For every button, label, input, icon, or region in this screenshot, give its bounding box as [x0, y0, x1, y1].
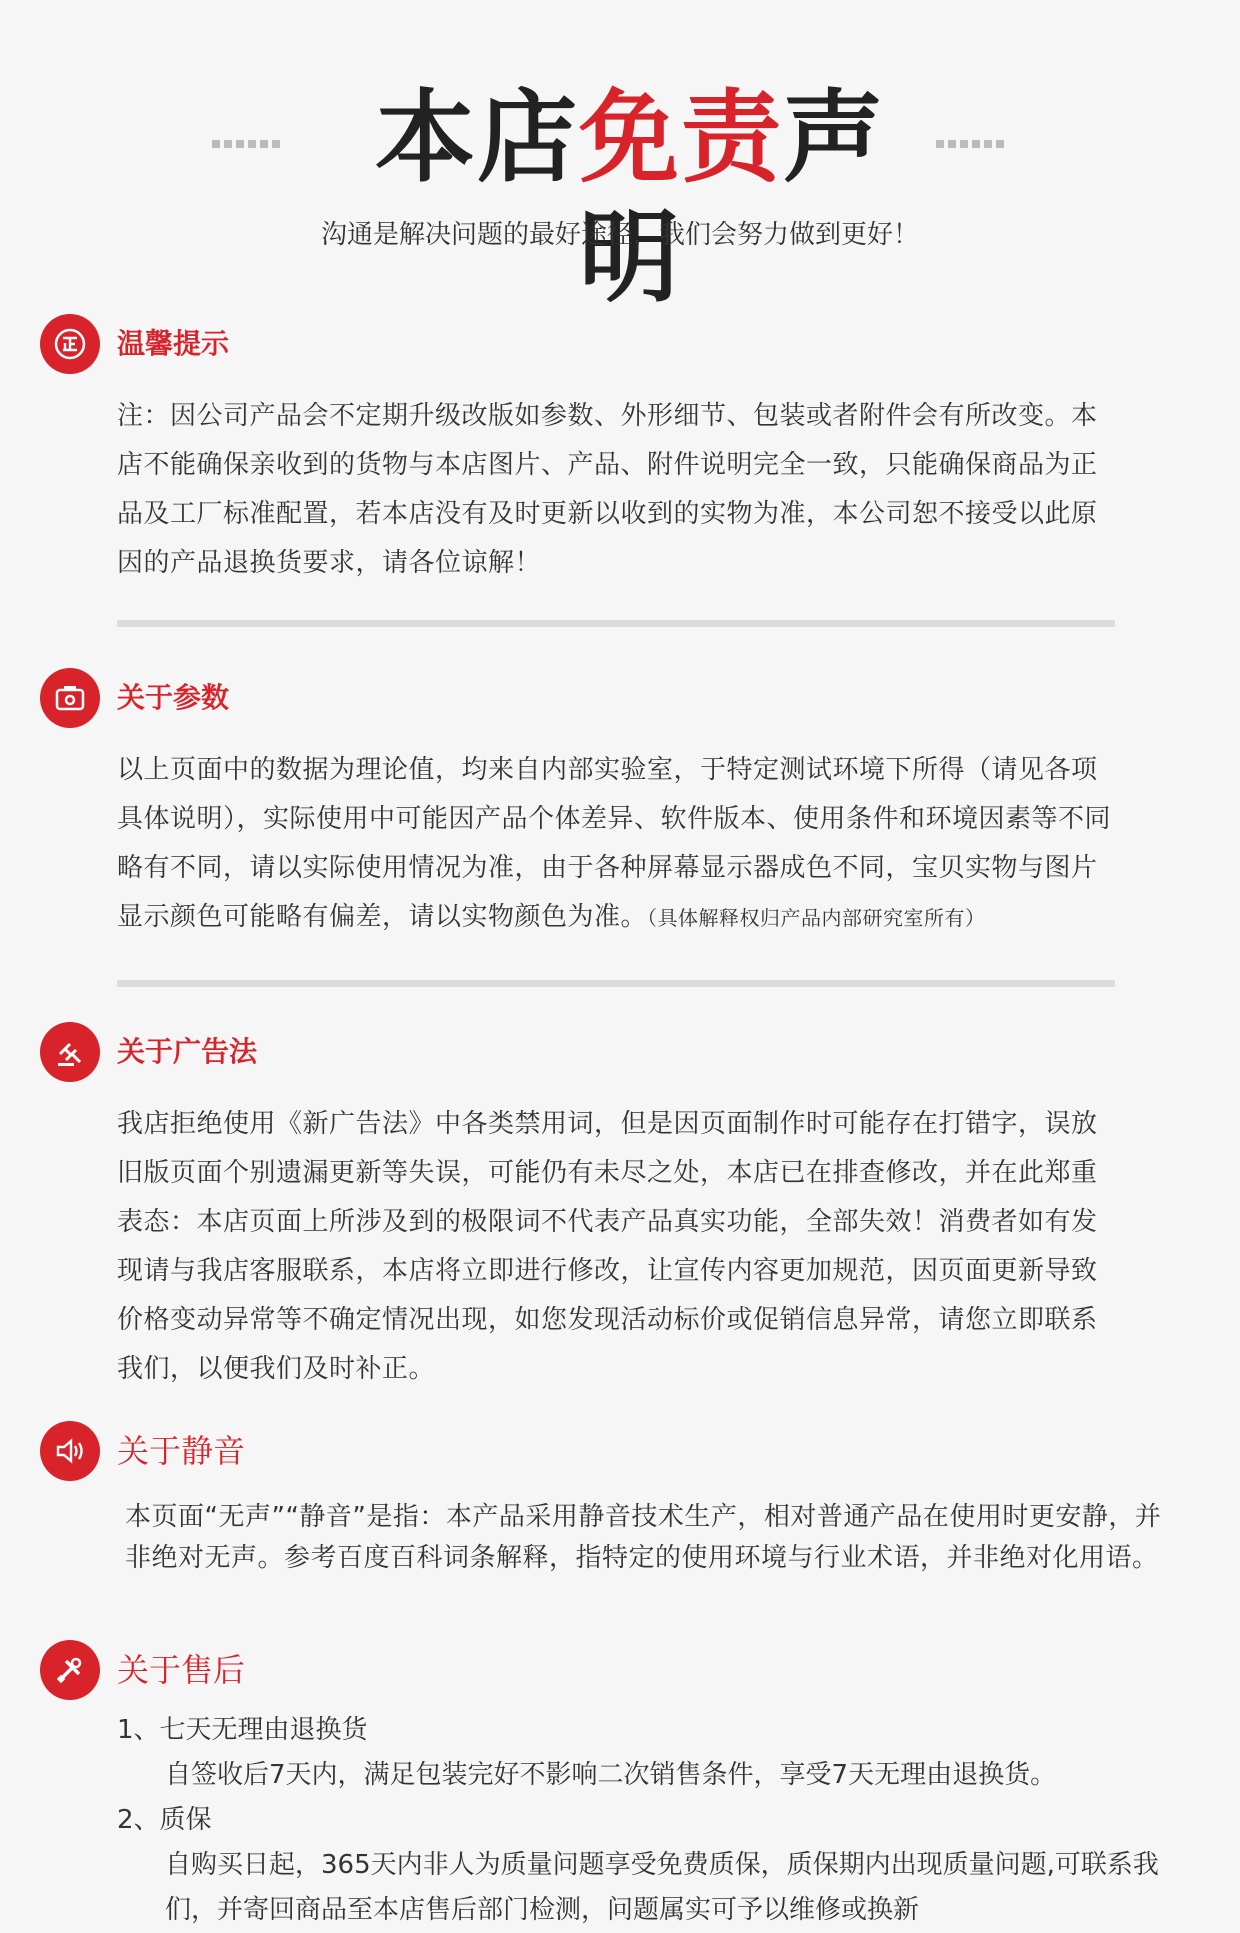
section-divider: [117, 620, 1115, 627]
section-body: 注：因公司产品会不定期升级改版如参数、外形细节、包装或者附件会有所改变。本店不能确保亲收到的货物与本店图片、产品、附件说明完全一致，只能确保商品为正品及工厂标准配置，若本店没有及时更新以收到的实物为准，本公司恕不接受以此原因的产品退换货要求，请各位谅解！: [117, 401, 1098, 578]
section-title: 关于参数: [117, 681, 230, 714]
page-subtitle: 沟通是解决问题的最好途径，我们会努力做到更好！: [320, 220, 919, 250]
section-title: 关于广告法: [117, 1035, 258, 1068]
section-divider: [117, 980, 1115, 987]
section-body: 以上页面中的数据为理论值，均来自内部实验室，于特定测试环境下所得（请见各项具体说明），实际使用中可能因产品个体差异、软件版本、使用条件和环境因素等不同略有不同，请以实际使用情况为准，由于各种屏幕显示器成色不同，宝贝实物与图片显示颜色可能略有偏差，请以实物颜色为准。（具体解释权归产品内部研究室所有）: [117, 755, 1112, 932]
section-title: 关于售后: [117, 1651, 246, 1689]
gavel-icon: [40, 1022, 100, 1082]
tools-icon: [40, 1640, 100, 1700]
page-title: 本店免责声明: [375, 79, 885, 316]
list-item-heading: 2、质保: [117, 1805, 212, 1835]
camera-icon: [40, 668, 100, 728]
section-body: 本页面“无声”“静音”是指：本产品采用静音技术生产，相对普通产品在使用时更安静，并非绝对无声。参考百度百科词条解释，指特定的使用环境与行业术语，并非绝对化用语。: [125, 1502, 1162, 1573]
speaker-icon: [40, 1421, 100, 1481]
decorative-dots-right: [936, 133, 1008, 143]
list-item-heading: 1、七天无理由退换货: [117, 1715, 368, 1745]
section-title: 关于静音: [117, 1432, 246, 1470]
seal-icon: [40, 314, 100, 374]
list-item-detail: 自签收后7天内，满足包装完好不影响二次销售条件，享受7天无理由退换货。: [165, 1760, 1057, 1790]
page-title-highlight: 免责: [579, 79, 783, 196]
after-sales-list: [117, 1708, 1167, 1933]
section-body: 我店拒绝使用《新广告法》中各类禁用词，但是因页面制作时可能存在打错字，误放旧版页面个别遗漏更新等失误，可能仍有未尽之处，本店已在排查修改，并在此郑重表态：本店页面上所涉及到的极限词不代表产品真实功能，全部失效！消费者如有发现请与我店客服联系，本店将立即进行修改，让宣传内容更加规范，因页面更新导致价格变动异常等不确定情况出现，如您发现活动标价或促销信息异常，请您立即联系我们，以便我们及时补正。: [117, 1109, 1098, 1384]
section-title: 温馨提示: [117, 327, 230, 360]
decorative-dots-left: [212, 133, 284, 143]
section-note: （具体解释权归产品内部研究室所有）: [647, 906, 986, 930]
list-item-detail: 自购买日起，365天内非人为质量问题享受免费质保，质保期内出现质量问题,可联系我们，并寄回商品至本店售后部门检测，问题属实可予以维修或换新: [165, 1850, 1159, 1925]
